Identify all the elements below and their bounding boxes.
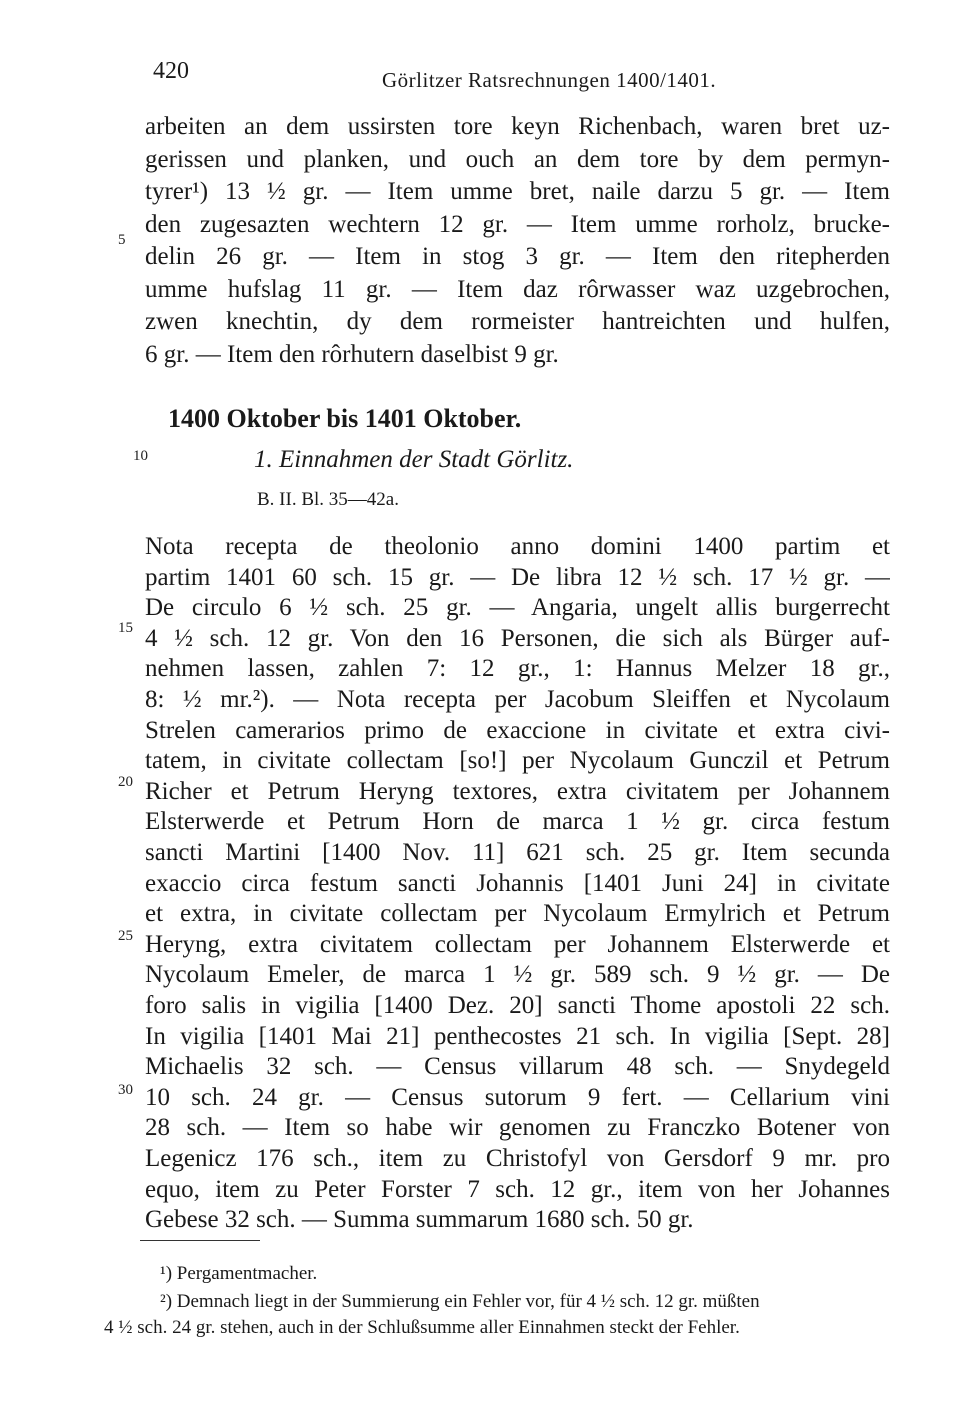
- section-subheading: 1. Einnahmen der Stadt Görlitz.: [254, 446, 574, 473]
- line-number: 25: [118, 928, 133, 944]
- source-reference: B. II. Bl. 35—42a.: [257, 489, 399, 510]
- line-number: 30: [118, 1082, 133, 1098]
- text-line: nehmen lassen, zahlen 7: 12 gr., 1: Hannus Melzer 18 gr.,: [145, 655, 890, 683]
- text-line: Michaelis 32 sch. — Census villarum 48 sch. — Snydegeld: [145, 1053, 890, 1081]
- line-number: 15: [118, 620, 133, 636]
- text-line: Richer et Petrum Heryng textores, extra civitatem per Johannem: [145, 777, 890, 805]
- text-line: Gebese 32 sch. — Summa summarum 1680 sch. 50 gr.: [145, 1206, 694, 1234]
- text-line: delin 26 gr. — Item in stog 3 gr. — Item den ritepherden: [145, 243, 890, 270]
- footnote-rule: [140, 1240, 260, 1241]
- section-heading: 1400 Oktober bis 1401 Oktober.: [168, 404, 522, 433]
- text-line: 28 sch. — Item so habe wir genomen zu Franczko Botener von: [145, 1114, 890, 1142]
- text-line: Nota recepta de theolonio anno domini 1400 partim et: [145, 533, 890, 560]
- page-number: 420: [153, 58, 189, 84]
- text-line: et extra, in civitate collectam per Nycolaum Ermylrich et Petrum: [145, 900, 890, 928]
- running-title: Görlitzer Ratsrechnungen 1400/1401.: [382, 68, 717, 92]
- line-number: 20: [118, 774, 133, 790]
- text-line: equo, item zu Peter Forster 7 sch. 12 gr., item von her Johannes: [145, 1175, 890, 1203]
- text-line: den zugesazten wechtern 12 gr. — Item umme rorholz, brucke-: [145, 210, 890, 238]
- text-line: tatem, in civitate collectam [so!] per Nycolaum Gunczil et Petrum: [145, 747, 890, 775]
- text-line: 6 gr. — Item den rôrhutern daselbist 9 gr.: [145, 340, 559, 368]
- text-line: De circulo 6 ½ sch. 25 gr. — Angaria, ungelt allis burgerrecht: [145, 594, 890, 622]
- text-line: exaccio circa festum sancti Johannis [1401 Juni 24] in civitate: [145, 869, 890, 897]
- text-line: In vigilia [1401 Mai 21] penthecostes 21 sch. In vigilia [Sept. 28]: [145, 1022, 890, 1050]
- text-line: arbeiten an dem ussirsten tore keyn Richenbach, waren bret uz-: [145, 113, 890, 140]
- text-line: umme hufslag 11 gr. — Item daz rôrwasser waz uzgebrochen,: [145, 275, 890, 303]
- text-line: sancti Martini [1400 Nov. 11] 621 sch. 25 gr. Item secunda: [145, 839, 890, 866]
- text-line: Heryng, extra civitatem collectam per Johannem Elsterwerde et: [145, 930, 890, 958]
- footnote-2: ²) Demnach liegt in der Summierung ein Fehler vor, für 4 ½ sch. 12 gr. müßten: [160, 1291, 760, 1312]
- footnote-1: ¹) Pergamentmacher.: [160, 1263, 318, 1284]
- text-line: Elsterwerde et Petrum Horn de marca 1 ½ gr. circa festum: [145, 808, 890, 836]
- text-line: 8: ½ mr.²). — Nota recepta per Jacobum Sleiffen et Nycolaum: [145, 686, 890, 713]
- line-number: 5: [118, 232, 126, 248]
- footnote-2-continued: 4 ½ sch. 24 gr. stehen, auch in der Schlußsumme aller Einnahmen steckt der Fehler.: [104, 1317, 740, 1338]
- text-line: partim 1401 60 sch. 15 gr. — De libra 12 ½ sch. 17 ½ gr. —: [145, 563, 890, 591]
- text-line: Nycolaum Emeler, de marca 1 ½ gr. 589 sch. 9 ½ gr. — De: [145, 961, 890, 989]
- text-line: tyrer¹) 13 ½ gr. — Item umme bret, naile darzu 5 gr. — Item: [145, 178, 890, 205]
- line-number: 10: [133, 448, 148, 464]
- text-line: Legenicz 176 sch., item zu Christofyl von Gersdorf 9 mr. pro: [145, 1145, 890, 1172]
- text-line: Strelen camerarios primo de exaccione in civitate et extra civi-: [145, 716, 890, 744]
- text-line: foro salis in vigilia [1400 Dez. 20] sancti Thome apostoli 22 sch.: [145, 992, 890, 1019]
- text-line: zwen knechtin, dy dem rormeister hantreichten und hulfen,: [145, 308, 890, 335]
- text-line: 10 sch. 24 gr. — Census sutorum 9 fert. — Cellarium vini: [145, 1083, 890, 1111]
- text-line: 4 ½ sch. 12 gr. Von den 16 Personen, die sich als Bürger auf-: [145, 624, 890, 652]
- text-line: gerissen und planken, und ouch an dem tore by dem permyn-: [145, 145, 890, 173]
